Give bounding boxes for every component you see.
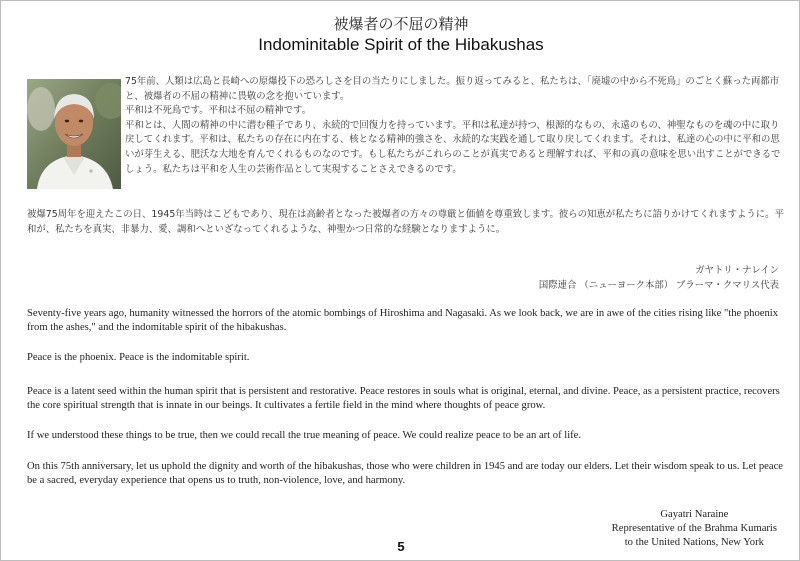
jp-paragraph-3: 平和とは、人間の精神の中に潜む種子であり、永続的で回復力を持っています。平和は私達が持つ、根源的なもの、永遠のもの、神聖なものを魂の中に取り戻してくれます。平和は、私たちの存在に内在する、核となる精神的強さを、永続的な実践を通して取り戻してくれます。それは、私達の心の中に平和の思いが芽生える、肥沃な大地を育んでくれるものなのです。もし私たちがこれらのことが真実であると理解すれば、平和の真の意味を思い出すことができるでしょう。私たちは平和を人生の芸術作品として実現することさえできるのです。 — [125, 119, 781, 175]
japanese-signature — [539, 263, 779, 293]
en-paragraph-2: Peace is the phoenix. Peace is the indomitable spirit. — [27, 352, 250, 363]
en-paragraph-1: Seventy-five years ago, humanity witnessed the horrors of the atomic bombings of Hiroshima and Nagasaki. As we look back, we are in awe of the cities rising like "the phoenix from the ashes," and the indomitable spirit of the hibakushas. — [27, 308, 778, 334]
page-title-japanese: 被爆者の不屈の精神 — [333, 15, 469, 33]
author-portrait-photo — [27, 79, 121, 189]
en-paragraph-4: If we understood these things to be true, then we could recall the true meaning of peace. We could realize peace to be an art of life. — [27, 430, 582, 441]
page-number: 5 — [397, 539, 405, 554]
page-title-english: Indominitable Spirit of the Hibakushas — [258, 35, 544, 54]
jp-paragraph-2: 平和は不死鳥です。平和は不屈の精神です。 — [125, 105, 311, 117]
portrait-image — [27, 79, 121, 189]
jp-signature-name: ガヤトリ・ナレイン — [695, 265, 779, 276]
jp-paragraph-1: 75年前、人類は広島と長崎への原爆投下の恐ろしさを目の当たりにしました。振り返ってみると、私たちは、「廃墟の中から不死鳥」のごとく蘇った両都市と、被爆者の不屈の精神に畏敬の念を抱いています。 — [125, 76, 780, 102]
japanese-message-intro — [125, 75, 785, 177]
en-signature-name: Gayatri Naraine — [660, 509, 729, 520]
en-signature-line-1: Representative of the Brahma Kumaris — [611, 523, 777, 535]
en-signature-line-2: to the United Nations, New York — [624, 537, 764, 549]
en-paragraph-3: Peace is a latent seed within the human spirit that is persistent and restorative. Peace restores in souls what is original, eternal, and divine. Peace, as a persistent practice, recovers the core spiritual strength that is innate in our beings. It cultivates a fertile field in the mind where thoughts of peace grow. — [27, 386, 780, 412]
jp-signature-title: 国際連合 （ニューヨーク本部） ブラーマ・クマリス代表 — [538, 280, 779, 291]
en-paragraph-5: On this 75th anniversary, let us uphold the dignity and worth of the hibakushas, those who were children in 1945 and are today our elders. Let their wisdom speak to us. Let peace be a sacred, everyday experience that opens us to truth, non-violence, love, and harmony. — [27, 461, 783, 487]
jp-paragraph-4: 被爆75周年を迎えたこの日、1945年当時はこどもであり、現在は高齢者となった被爆者の方々の尊厳と価値を尊重致します。彼らの知恵が私たちに語りかけてくれますように。平和が、私たちを真実、非暴力、愛、調和へといざなってくれるような、神聖かつ日常的な経験となりますように。 — [27, 209, 784, 235]
